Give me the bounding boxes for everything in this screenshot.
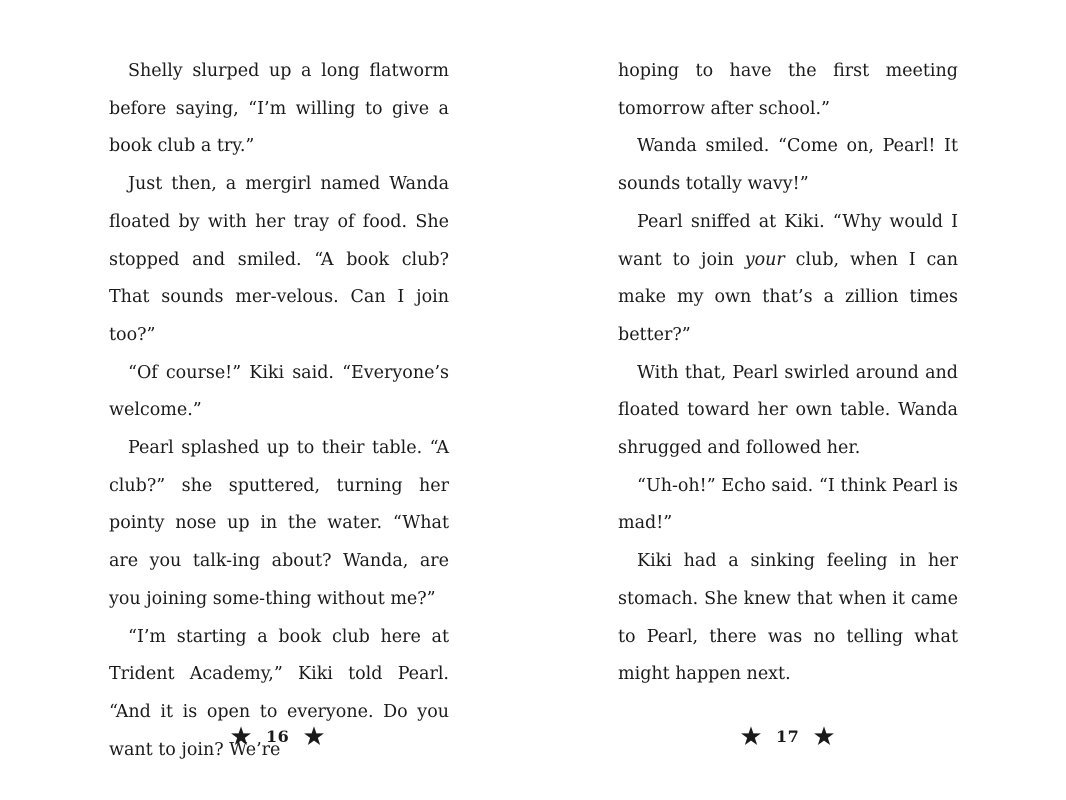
page-number: 16 (266, 726, 290, 746)
star-icon (230, 725, 252, 747)
paragraph: “I’m starting a book club here at Trident Academy,” Kiki told Pearl. “And it is open to everyone. Do you want to join? We’re (109, 626, 449, 760)
left-page (109, 53, 449, 769)
paragraph: Wanda smiled. “Come on, Pearl! It sounds totally wavy!” (618, 136, 958, 195)
paragraph: Kiki had a sinking feeling in her stomach. She knew that when it came to Pearl, there was no telling what might happen next. (618, 551, 958, 685)
right-page (618, 53, 958, 694)
paragraph: Just then, a mergirl named Wanda floated by with her tray of food. She stopped and smiled. “A book club? That sounds mer-velous. Can I join too?” (109, 174, 449, 345)
star-icon (740, 725, 762, 747)
paragraph: With that, Pearl swirled around and floated toward her own table. Wanda shrugged and followed her. (618, 362, 958, 459)
paragraph: “Of course!” Kiki said. “Everyone’s welcome.” (109, 362, 449, 421)
page-number-footer-right (740, 722, 835, 750)
paragraph: Shelly slurped up a long flatworm before saying, “I’m willing to give a book club a try.” (109, 61, 449, 157)
star-icon (303, 725, 325, 747)
page-number-footer-left (230, 722, 325, 750)
paragraph: hoping to have the first meeting tomorrow after school.” (618, 61, 958, 119)
star-icon (813, 725, 835, 747)
paragraph (618, 204, 958, 355)
paragraph: Pearl splashed up to their table. “A club?” she sputtered, turning her pointy nose up in the water. “What are you talk-ing about? Wanda, are you joining some-thing without me?” (109, 438, 449, 609)
paragraph-text: Pearl sniffed at Kiki. “Why would I want to join (618, 211, 958, 270)
page-number: 17 (776, 726, 800, 746)
paragraph-text: club, when I can make my own that’s a zillion times better?” (618, 249, 959, 345)
emphasized-word: your (744, 249, 785, 270)
paragraph: “Uh-oh!” Echo said. “I think Pearl is mad!” (618, 475, 958, 534)
